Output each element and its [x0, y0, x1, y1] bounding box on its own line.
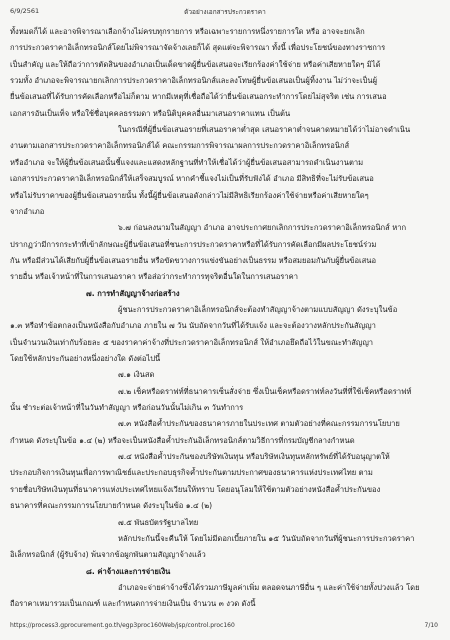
document-title: ตัวอย่างเอกสารประกวดราคา: [184, 8, 266, 16]
body-line: อิเล็กทรอนิกส์ (ผู้รับจ้าง) พ้นจากข้อผูกพันตามสัญญาจ้างแล้ว: [10, 550, 206, 560]
body-line: การประกวดราคาอิเล็กทรอนิกส์โดยไม่พิจารณาจัดจ้างเลยก็ได้ สุดแต่จะพิจารณา ทั้งนี้ เพื่อประโยชน์ของทางราชการ: [10, 43, 386, 53]
body-line: กำหนด ดังระบุในข้อ ๑.๔ (๒) หรือจะเป็นหนังสือค้ำประกันอิเล็กทรอนิกส์ตามวิธีการที่กรมบัญชีกลางกำหนด: [10, 435, 355, 445]
body-line: เอกสารอันเป็นเท็จ หรือใช้ชื่อบุคคลธรรมดา หรือนิติบุคคลอื่นมาเสนอราคาแทน เป็นต้น: [10, 108, 291, 118]
body-line: ยื่นข้อเสนอที่ได้รับการคัดเลือกหรือไม่ก็ตาม หากมีเหตุที่เชื่อถือได้ว่ายื่นข้อเสนอกระทำการโดยไม่สุจริต เช่น การเสนอ: [10, 92, 387, 102]
body-line: จากอำเภอ: [10, 206, 45, 216]
body-line: อำเภอจะจ่ายค่าจ้างซึ่งได้รวมภาษีมูลค่าเพิ่ม ตลอดจนภาษีอื่น ๆ และค่าใช้จ่ายทั้งปวงแล้ว โดย: [118, 582, 420, 592]
body-line: หรือไม่รับราคาของผู้ยื่นข้อเสนอรายนั้น ทั้งนี้ผู้ยื่นข้อเสนอดังกล่าวไม่มีสิทธิเรียกร้องค่าใช้จ่ายหรือค่าเสียหายใดๆ: [10, 190, 369, 200]
page-header: [10, 7, 440, 19]
body-line: ๗.๓ หนังสือค้ำประกันของธนาคารภายในประเทศ ตามตัวอย่างที่คณะกรรมการนโยบาย: [118, 419, 400, 429]
body-line: ๑.๓ หรือทำข้อตกลงเป็นหนังสือกับอำเภอ ภายใน ๗ วัน นับถัดจากวันที่ได้รับแจ้ง และจะต้องวางหลักประกันสัญญา: [10, 321, 376, 331]
body-line: รวมทั้ง อำเภอจะพิจารณายกเลิกการประกวดราคาอิเล็กทรอนิกส์และลงโทษผู้ยื่นข้อเสนอเป็นผู้ทิ้งงาน ไม่ว่าจะเป็นผู้: [10, 76, 378, 86]
body-line: ๗.๒ เช็คหรือดราฟท์ที่ธนาคารเซ็นสั่งจ่าย ซึ่งเป็นเช็คหรือดราฟท์ลงวันที่ที่ใช้เช็คหรือดราฟท์: [118, 386, 412, 396]
body-line: ปรากฏว่ามีการกระทำที่เข้าลักษณะผู้ยื่นข้อเสนอที่ชนะการประกวดราคาหรือที่ได้รับการคัดเลือกมีผลประโยชน์ร่วม: [10, 239, 377, 249]
body-line: ผู้ชนะการประกวดราคาอิเล็กทรอนิกส์จะต้องทำสัญญาจ้างตามแบบสัญญา ดังระบุในข้อ: [118, 304, 398, 314]
body-line: นั้น ชำระต่อเจ้าหน้าที่ในวันทำสัญญา หรือก่อนวันนั้นไม่เกิน ๓ วันทำการ: [10, 403, 244, 413]
page-footer: [10, 622, 438, 634]
body-line: งานตามเอกสารประกวดราคาอิเล็กทรอนิกส์ได้ คณะกรรมการพิจารณาผลการประกวดราคาอิเล็กทรอนิกส์: [10, 141, 350, 151]
body-line: ถือราคาเหมารวมเป็นเกณฑ์ และกำหนดการจ่ายเงินเป็น จำนวน ๓ งวด ดังนี้: [10, 599, 256, 609]
body-line: รายอื่น หรือเจ้าหน้าที่ในการเสนอราคา หรือส่อว่ากระทำการทุจริตอื่นใดในการเสนอราคา: [10, 272, 298, 282]
body-line: ๗.๕ พันธบัตรรัฐบาลไทย: [118, 517, 199, 527]
body-line: หรืออำเภอ จะให้ผู้ยื่นข้อเสนอนั้นชี้แจงและแสดงหลักฐานที่ทำให้เชื่อได้ว่าผู้ยื่นข้อเสนอสามารถดำเนินงานตาม: [10, 157, 364, 167]
body-line: ธนาคารที่คณะกรรมการนโยบายกำหนด ดังระบุในข้อ ๑.๔ (๒): [10, 501, 213, 511]
body-line: หลักประกันนี้จะคืนให้ โดยไม่มีดอกเบี้ยภายใน ๑๕ วันนับถัดจากวันที่ผู้ชนะการประกวดราคา: [118, 533, 415, 543]
body-line: ๗.๑ เงินสด: [118, 370, 155, 380]
body-line: กัน หรือมีส่วนได้เสียกับผู้ยื่นข้อเสนอรายอื่น หรือขัดขวางการแข่งขันอย่างเป็นธรรม หรือสมยอมกันกับผู้ยื่นข้อเสนอ: [10, 255, 377, 265]
print-date: 6/9/2561: [10, 7, 40, 15]
body-line: ทั้งหมดก็ได้ และอาจพิจารณาเลือกจ้างไม่ครบทุกรายการ หรือเฉพาะรายการหนึ่งรายการใด หรือ อาจจะยกเลิก: [10, 27, 365, 36]
body-line: ในกรณีที่ผู้ยื่นข้อเสนอรายที่เสนอราคาต่ำสุด เสนอราคาต่ำจนคาดหมายได้ว่าไม่อาจดำเนิน: [118, 125, 411, 135]
source-url: https://process3.gprocurement.go.th/egp3proc160Web/jsp/control.proc160: [10, 622, 235, 629]
body-line: ๖.๗ ก่อนลงนามในสัญญา อำเภอ อาจประกาศยกเลิกการประกวดราคาอิเล็กทรอนิกส์ หาก: [118, 223, 407, 233]
body-line: เอกสารประกวดราคาอิเล็กทรอนิกส์ให้เสร็จสมบูรณ์ หากคำชี้แจงไม่เป็นที่รับฟังได้ อำเภอ มีสิทธิที่จะไม่รับข้อเสนอ: [10, 174, 374, 184]
body-line: ๗.๔ หนังสือค้ำประกันของบริษัทเงินทุน หรือบริษัทเงินทุนหลักทรัพย์ที่ได้รับอนุญาตให้: [118, 452, 390, 462]
body-line: ๘. ค่าจ้างและการจ่ายเงิน: [86, 566, 171, 576]
body-line: เป็นจำนวนเงินเท่ากับร้อยละ ๕ ของราคาค่าจ้างที่ประกวดราคาอิเล็กทรอนิกส์ ให้อำเภอยึดถือไว้ในขณะทำสัญญา: [10, 337, 374, 347]
body-line: โดยใช้หลักประกันอย่างหนึ่งอย่างใด ดังต่อไปนี้: [10, 354, 161, 363]
body-line: ๗. การทำสัญญาจ้างก่อสร้าง: [86, 288, 180, 298]
body-line: เป็นสำคัญ และให้ถือว่าการตัดสินของอำเภอเป็นเด็ดขาดผู้ยื่นข้อเสนอจะเรียกร้องค่าใช้จ่าย หรือค่าเสียหายใดๆ มิได้: [10, 59, 381, 69]
body-line: ประกอบกิจการเงินทุนเพื่อการพาณิชย์และประกอบธุรกิจค้ำประกันตามประกาศของธนาคารแห่งประเทศไทย ตาม: [10, 468, 373, 478]
page-number: 7/10: [424, 622, 438, 629]
body-line: รายชื่อบริษัทเงินทุนที่ธนาคารแห่งประเทศไทยแจ้งเวียนให้ทราบ โดยอนุโลมให้ใช้ตามตัวอย่างหนังสือค้ำประกันของ: [10, 484, 381, 494]
